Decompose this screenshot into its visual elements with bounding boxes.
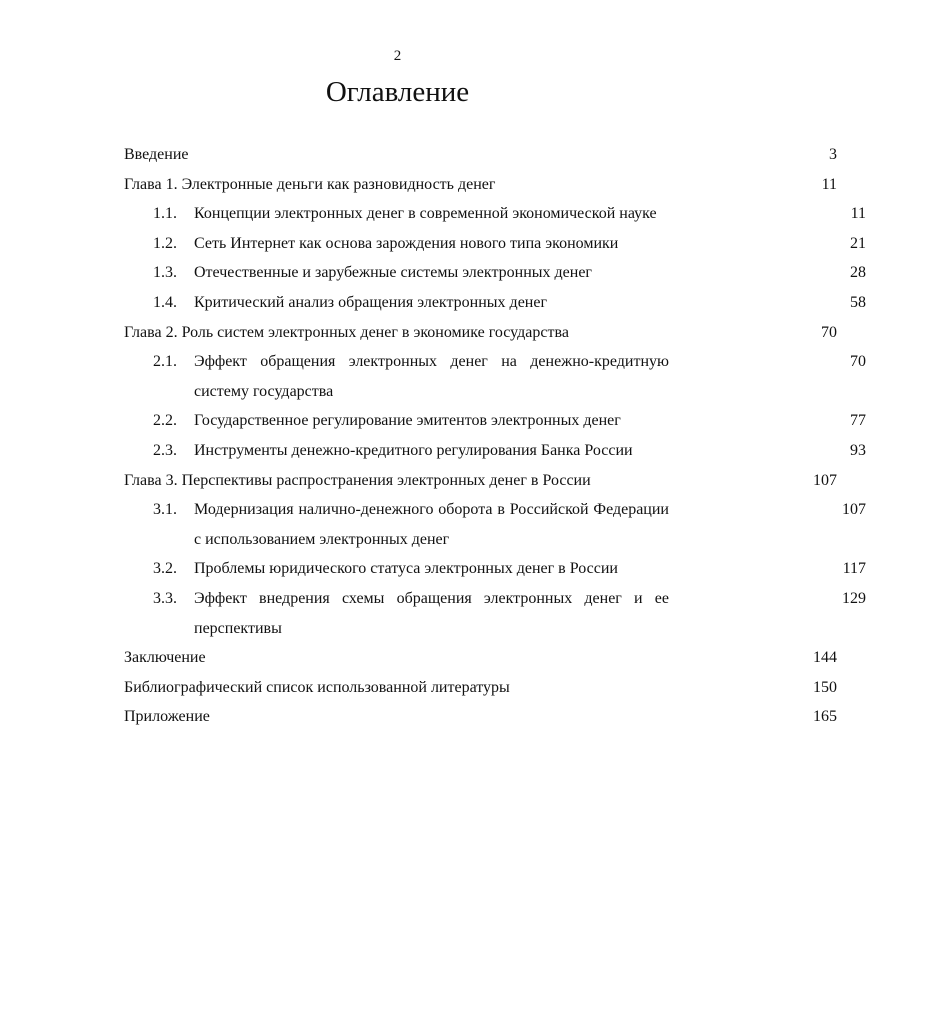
table-of-contents — [0, 140, 866, 732]
toc-entry-number: 2.2. — [153, 412, 177, 430]
toc-entry — [0, 258, 948, 288]
toc-entry-title: Библиографический список использованной литературы — [124, 678, 510, 696]
toc-entry-title: Эффект внедрения схемы обращения электронных денег и ее перспективы — [194, 589, 669, 637]
toc-entry — [0, 229, 948, 259]
toc-entry-page: 11 — [821, 175, 837, 193]
toc-entry-number: 1.3. — [153, 264, 177, 282]
toc-entry-title: Эффект обращения электронных денег на денежно-кредитную систему государства — [194, 353, 669, 400]
toc-entry-page: 129 — [842, 589, 866, 607]
toc-entry-title: Приложение — [124, 708, 210, 726]
toc-entry-title: Глава 2. Роль систем электронных денег в экономике государства — [124, 323, 569, 341]
toc-entry-title: Государственное регулирование эмитентов электронных денег — [194, 412, 621, 430]
toc-entry-page: 144 — [813, 649, 837, 667]
toc-entry-page: 58 — [850, 293, 866, 311]
toc-entry — [0, 554, 948, 584]
toc-entry-title: Сеть Интернет как основа зарождения нового типа экономики — [194, 234, 619, 252]
toc-entry — [0, 466, 919, 496]
toc-entry-number: 3.3. — [153, 589, 177, 607]
toc-entry-page: 28 — [850, 264, 866, 282]
toc-entry — [0, 643, 919, 673]
toc-entry-page: 93 — [850, 441, 866, 459]
toc-entry — [0, 495, 948, 554]
toc-entry-page: 117 — [842, 560, 866, 578]
toc-entry — [0, 584, 948, 643]
toc-entry-number: 1.2. — [153, 234, 177, 252]
toc-entry-page: 107 — [813, 471, 837, 489]
toc-entry-page: 70 — [850, 353, 866, 371]
toc-entry-title: Глава 3. Перспективы распространения электронных денег в России — [124, 471, 591, 489]
toc-entry-title: Заключение — [124, 649, 206, 667]
toc-entry — [0, 347, 948, 406]
toc-entry-number: 2.3. — [153, 441, 177, 459]
toc-entry-title: Отечественные и зарубежные системы электронных денег — [194, 264, 592, 282]
toc-entry — [0, 199, 948, 229]
toc-entry-title: Концепции электронных денег в современной экономической науке — [194, 205, 657, 223]
toc-entry-page: 150 — [813, 678, 837, 696]
toc-entry-title: Введение — [124, 146, 189, 163]
toc-entry-page: 21 — [850, 234, 866, 252]
toc-entry-title: Критический анализ обращения электронных денег — [194, 293, 548, 311]
toc-entry — [0, 288, 948, 318]
page-number: 2 — [393, 48, 402, 64]
toc-entry-title: Инструменты денежно-кредитного регулирования Банка России — [194, 441, 633, 459]
toc-entry-number: 1.1. — [153, 205, 177, 223]
toc-entry-number: 1.4. — [153, 293, 177, 311]
toc-entry — [0, 140, 919, 170]
toc-entry-page: 3 — [829, 146, 837, 163]
toc-entry — [0, 436, 948, 466]
toc-entry-number: 2.1. — [153, 353, 177, 371]
toc-entry-page: 70 — [821, 323, 837, 341]
page-title: Оглавление — [325, 76, 470, 108]
toc-entry-title: Глава 1. Электронные деньги как разновидность денег — [124, 175, 496, 193]
toc-entry-page: 77 — [850, 412, 866, 430]
toc-entry-title: Модернизация налично-денежного оборота в Российской Федерации с использованием электронных денег — [194, 501, 669, 548]
toc-entry — [0, 406, 948, 436]
toc-entry-number: 3.2. — [153, 560, 177, 578]
toc-entry — [0, 673, 919, 703]
toc-entry — [0, 702, 919, 732]
toc-entry-page: 11 — [850, 205, 866, 223]
toc-entry — [0, 318, 919, 348]
toc-entry-number: 3.1. — [153, 501, 177, 519]
toc-entry-page: 107 — [842, 501, 866, 519]
toc-entry-title: Проблемы юридического статуса электронных денег в России — [194, 560, 618, 578]
toc-entry — [0, 170, 919, 200]
toc-entry-page: 165 — [813, 708, 837, 726]
